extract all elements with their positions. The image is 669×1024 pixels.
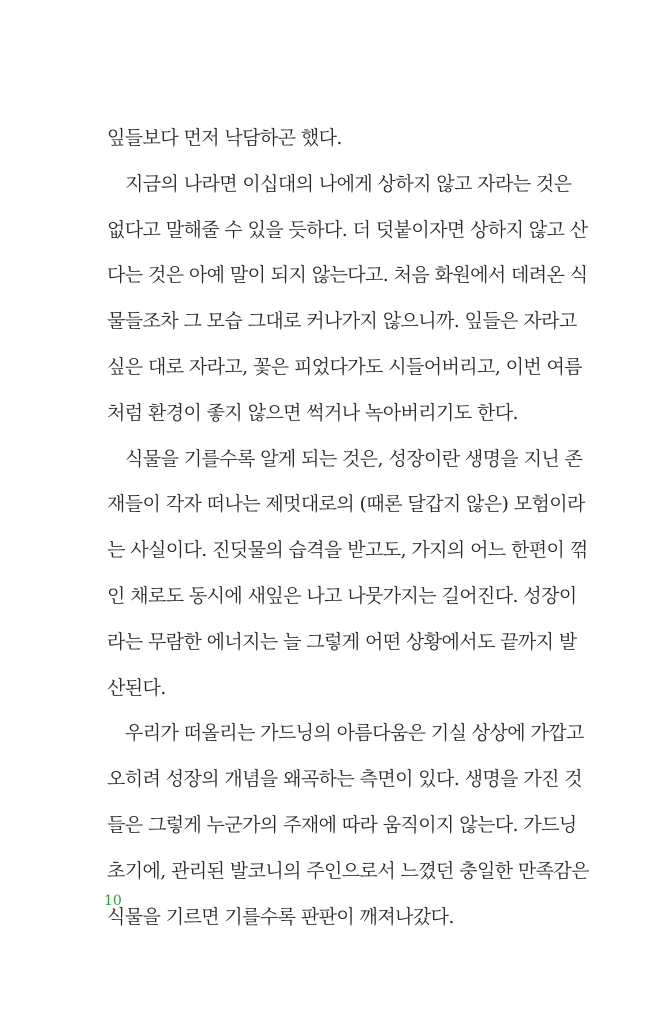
body-text (107, 121, 589, 945)
text-line: 들은 그렇게 누군가의 주재에 따라 움직이지 않는다. 가드닝 (107, 813, 577, 836)
text-line: 식물을 기를수록 알게 되는 것은, 성장이란 생명을 지닌 존 (125, 447, 583, 470)
page-number: 10 (104, 893, 122, 909)
text-line: 물들조차 그 모습 그대로 커나가지 않으니까. 잎들은 자라고 (107, 310, 577, 333)
text-line: 우리가 떠올리는 가드닝의 아름다움은 기실 상상에 가깝고 (125, 722, 584, 745)
text-line: 초기에, 관리된 발코니의 주인으로서 느꼈던 충일한 만족감은 (107, 859, 589, 882)
text-line: 산된다. (107, 676, 166, 699)
text-line: 잎들보다 먼저 낙담하곤 했다. (107, 127, 342, 149)
text-line: 식물을 기르면 기를수록 판판이 깨져나갔다. (107, 905, 454, 928)
text-line: 처럼 환경이 좋지 않으면 썩거나 녹아버리기도 한다. (107, 401, 518, 424)
text-line: 라는 무람한 에너지는 늘 그렇게 어떤 상황에서도 끝까지 발 (107, 630, 577, 653)
text-line: 없다고 말해줄 수 있을 듯하다. 더 덧붙이자면 상하지 않고 산 (107, 218, 588, 241)
text-line: 는 사실이다. 진딧물의 습격을 받고도, 가지의 어느 한편이 꺾 (107, 539, 588, 562)
text-line: 재들이 각자 떠나는 제멋대로의 (때론 달갑지 않은) 모험이라 (107, 493, 585, 516)
text-line: 싶은 대로 자라고, 꽃은 피었다가도 시들어버리고, 이번 여름 (107, 355, 583, 378)
text-line: 다는 것은 아예 말이 되지 않는다고. 처음 화원에서 데려온 식 (107, 264, 588, 287)
text-line: 지금의 나라면 이십대의 나에게 상하지 않고 자라는 것은 (125, 172, 572, 195)
text-line: 오히려 성장의 개념을 왜곡하는 측면이 있다. 생명을 가진 것 (107, 768, 583, 791)
text-line: 인 채로도 동시에 새잎은 나고 나뭇가지는 길어진다. 성장이 (107, 584, 577, 607)
